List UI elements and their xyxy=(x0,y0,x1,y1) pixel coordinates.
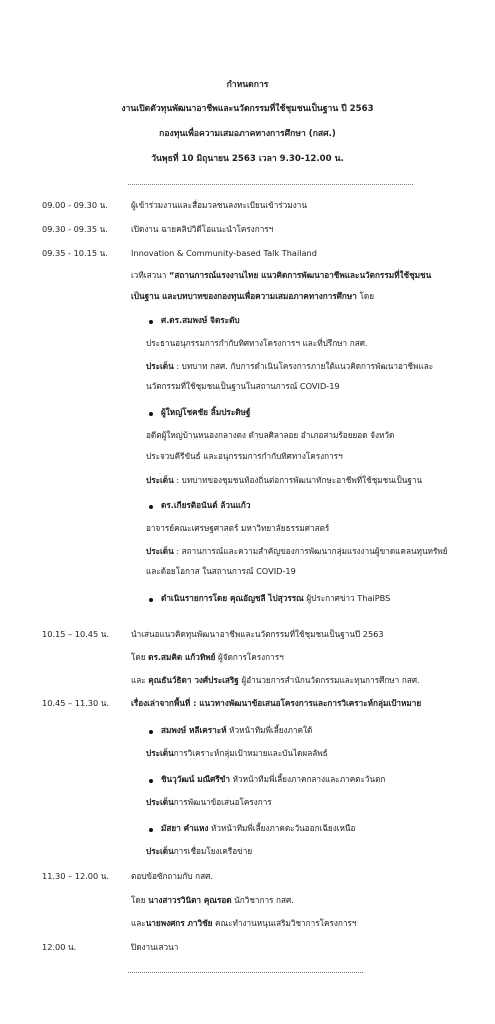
event-title: งานเปิดตัวทุนพัฒนาอาชีพและนวัตกรรมที่ใช้ชุมชนเป็นฐาน ปี 2563 xyxy=(121,104,374,114)
moderator: ดำเนินรายการโดย คุณอัญชลี ไปสุวรรณ ผู้ประกาศข่าว ThaiPBS xyxy=(161,593,391,603)
mentor: มัสยา คำแหง หัวหน้าทีมพี่เลี้ยงภาคตะวันออกเฉียงเหนือ xyxy=(161,823,356,833)
speaker-issue: ประเด็น : บทบาทของชุมชนท้องถิ่นต่อการพัฒนาทักษะอาชีพที่ใช้ชุมชนเป็นฐาน xyxy=(146,475,423,485)
speaker-role: ประธานอนุกรรมการกำกับทิศทางโครงการฯ และที่ปรึกษา กสศ. xyxy=(146,338,368,348)
time-slot: 10.45 – 11.30 น. xyxy=(42,698,109,708)
presenter: และ คุณธันว์ธิดา วงศ์ประเสริฐ ผู้อำนวยการสำนักนวัตกรรมและทุนการศึกษา กสศ. xyxy=(131,675,420,685)
mentor-issue: ประเด็นการพัฒนาข้อเสนอโครงการ xyxy=(146,797,272,807)
divider xyxy=(128,184,413,185)
speaker-issue: ประเด็น : สถานการณ์และความสำคัญของการพัฒนากลุ่มแรงงานผู้ขาดแคลนทุนทรัพย์ xyxy=(146,546,448,556)
bullet-icon xyxy=(149,779,153,783)
bullet-icon xyxy=(149,598,153,602)
agenda-item: นำเสนอแนวคิดทุนพัฒนาอาชีพและนวัตกรรมที่ใช้ชุมชนเป็นฐานปี 2563 xyxy=(131,629,384,639)
time-slot: 11.30 – 12.00 น. xyxy=(42,871,109,881)
bullet-icon xyxy=(149,320,153,324)
agenda-item: ปิดงานเสวนา xyxy=(131,942,179,952)
mentor-issue: ประเด็นการเชื่อมโยงเครือข่าย xyxy=(146,846,253,856)
speaker-role: อาจารย์คณะเศรษฐศาสตร์ มหาวิทยาลัยธรรมศาสตร์ xyxy=(146,523,330,533)
divider xyxy=(128,972,363,973)
bullet-icon xyxy=(149,505,153,509)
panel-intro-cont: เป็นฐาน และบทบาทของกองทุนเพื่อความเสมอภาคทางการศึกษา โดย xyxy=(131,291,374,301)
mentor-issue: ประเด็นการวิเคราะห์กลุ่มเป้าหมายและบันไดผลลัพธ์ xyxy=(146,748,328,758)
speaker-name: ผู้ใหญ่โชคชัย ลิ้มประดิษฐ์ xyxy=(161,407,251,417)
time-slot: 09.30 - 09.35 น. xyxy=(42,224,108,234)
bullet-icon xyxy=(149,730,153,734)
mentor: ชินวุวัฒน์ มณีศรีขำ หัวหน้าทีมพี่เลี้ยงภาคกลางและภาคตะวันตก xyxy=(161,774,386,784)
speaker-role-cont: ประจวบคีรีขันธ์ และอนุกรรมการกำกับทิศทางโครงการฯ xyxy=(146,451,343,461)
presenter: โดย นางสาวรวินิตา คุณรอด นักวิชาการ กสศ. xyxy=(131,895,294,905)
bullet-icon xyxy=(149,412,153,416)
time-slot: 09.35 - 10.15 น. xyxy=(42,248,108,258)
bullet-icon xyxy=(149,828,153,832)
panel-intro: เวทีเสวนา “สถานการณ์แรงงานไทย แนวคิดการพัฒนาอาชีพและนวัตกรรมที่ใช้ชุมชน xyxy=(131,270,432,280)
speaker-role: อดีตผู้ใหญ่บ้านหนองกลางดง ตำบลศิลาลอย อำเภอสามร้อยยอด จังหวัด xyxy=(146,430,395,440)
presenter: และนายพงศกร ภาวิชัย คณะทำงานหนุนเสริมวิชาการโครงการฯ xyxy=(131,918,357,928)
agenda-item: เปิดงาน ฉายคลิปวิดีโอแนะนำโครงการฯ xyxy=(131,224,274,234)
agenda-item-title: Innovation & Community-based Talk Thailand xyxy=(131,248,317,258)
speaker-issue: ประเด็น : บทบาท กสศ. กับการดำเนินโครงการภายใต้แนวคิดการพัฒนาอาชีพและ xyxy=(146,361,434,371)
speaker-issue-cont: และด้อยโอกาส ในสถานการณ์ COVID-19 xyxy=(146,566,296,576)
presenter: โดย ดร.สมคิด แก้วทิพย์ ผู้จัดการโครงการฯ xyxy=(131,652,284,662)
time-slot: 10.15 – 10.45 น. xyxy=(42,629,109,639)
mentor: สมพงษ์ หลีเคราะห์ หัวหน้าทีมพี่เลี้ยงภาคใต้ xyxy=(161,725,313,735)
organization-name: กองทุนเพื่อความเสมอภาคทางการศึกษา (กสศ.) xyxy=(159,129,336,139)
speaker-name: ศ.ดร.สมพงษ์ จิตระดับ xyxy=(161,315,240,325)
event-date: วันพุธที่ 10 มิถุนายน 2563 เวลา 9.30-12.00 น. xyxy=(151,154,344,164)
time-slot: 09.00 - 09.30 น. xyxy=(42,200,108,210)
time-slot: 12.00 น. xyxy=(42,942,77,952)
agenda-item: ผู้เข้าร่วมงานและสื่อมวลชนลงทะเบียนเข้าร่วมงาน xyxy=(131,200,307,210)
doc-heading: กำหนดการ xyxy=(226,80,269,90)
agenda-item: ตอบข้อซักถามกับ กสศ. xyxy=(131,871,213,881)
speaker-issue-cont: นวัตกรรมที่ใช้ชุมชนเป็นฐานในสถานการณ์ COVID-19 xyxy=(146,381,340,391)
agenda-item-title: เรื่องเล่าจากพื้นที่ : แนวทางพัฒนาข้อเสนอโครงการและการวิเคราะห์กลุ่มเป้าหมาย xyxy=(131,698,422,708)
speaker-name: ดร.เกียรติอนันต์ ล้วนแก้ว xyxy=(161,500,251,510)
